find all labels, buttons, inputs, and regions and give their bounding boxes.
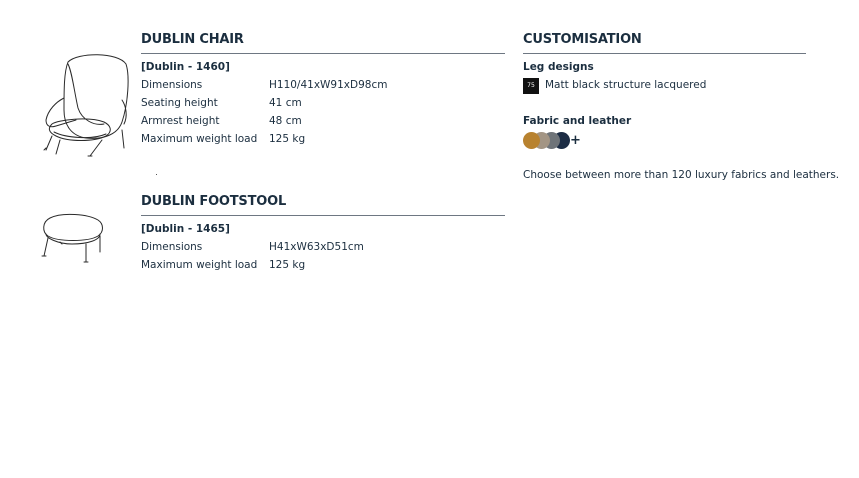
spec-value: 125 kg xyxy=(269,259,306,271)
stray-dot xyxy=(156,174,157,175)
chair-illustration-icon xyxy=(38,50,134,162)
spec-label: Dimensions xyxy=(141,241,203,253)
customisation-title-rule xyxy=(523,53,806,54)
spec-label: Armrest height xyxy=(141,115,220,127)
chair-code: [Dublin - 1460] xyxy=(141,61,230,73)
chair-spec-row xyxy=(141,78,388,92)
footstool-illustration-icon xyxy=(38,210,108,268)
chair-spec-row xyxy=(141,114,302,128)
leg-designs-title: Leg designs xyxy=(523,61,594,73)
footstool-spec-row xyxy=(141,258,306,272)
spec-label: Maximum weight load xyxy=(141,133,258,145)
spec-label: Seating height xyxy=(141,97,218,109)
spec-value: H41xW63xD51cm xyxy=(269,241,364,253)
customisation-note: Choose between more than 120 luxury fabrics and leathers. xyxy=(523,169,840,181)
leg-finish-label: Matt black structure lacquered xyxy=(545,79,707,91)
chair-title-rule xyxy=(141,53,505,54)
chair-spec-row xyxy=(141,132,306,146)
leg-finish-swatch: 75 xyxy=(523,78,539,94)
customisation-title: CUSTOMISATION xyxy=(523,32,642,47)
footstool-title-rule xyxy=(141,215,505,216)
footstool-spec-row xyxy=(141,240,364,254)
spec-value: 125 kg xyxy=(269,133,306,145)
footstool-code: [Dublin - 1465] xyxy=(141,223,230,235)
spec-label: Dimensions xyxy=(141,79,203,91)
fabric-swatch xyxy=(523,132,540,149)
spec-value: 48 cm xyxy=(269,115,302,127)
more-fabrics-plus-icon: + xyxy=(570,133,581,148)
spec-value: H110/41xW91xD98cm xyxy=(269,79,388,91)
chair-spec-row xyxy=(141,96,302,110)
spec-value: 41 cm xyxy=(269,97,302,109)
spec-label: Maximum weight load xyxy=(141,259,258,271)
chair-title: DUBLIN CHAIR xyxy=(141,32,244,47)
fabric-leather-title: Fabric and leather xyxy=(523,115,632,127)
footstool-title: DUBLIN FOOTSTOOL xyxy=(141,194,287,209)
